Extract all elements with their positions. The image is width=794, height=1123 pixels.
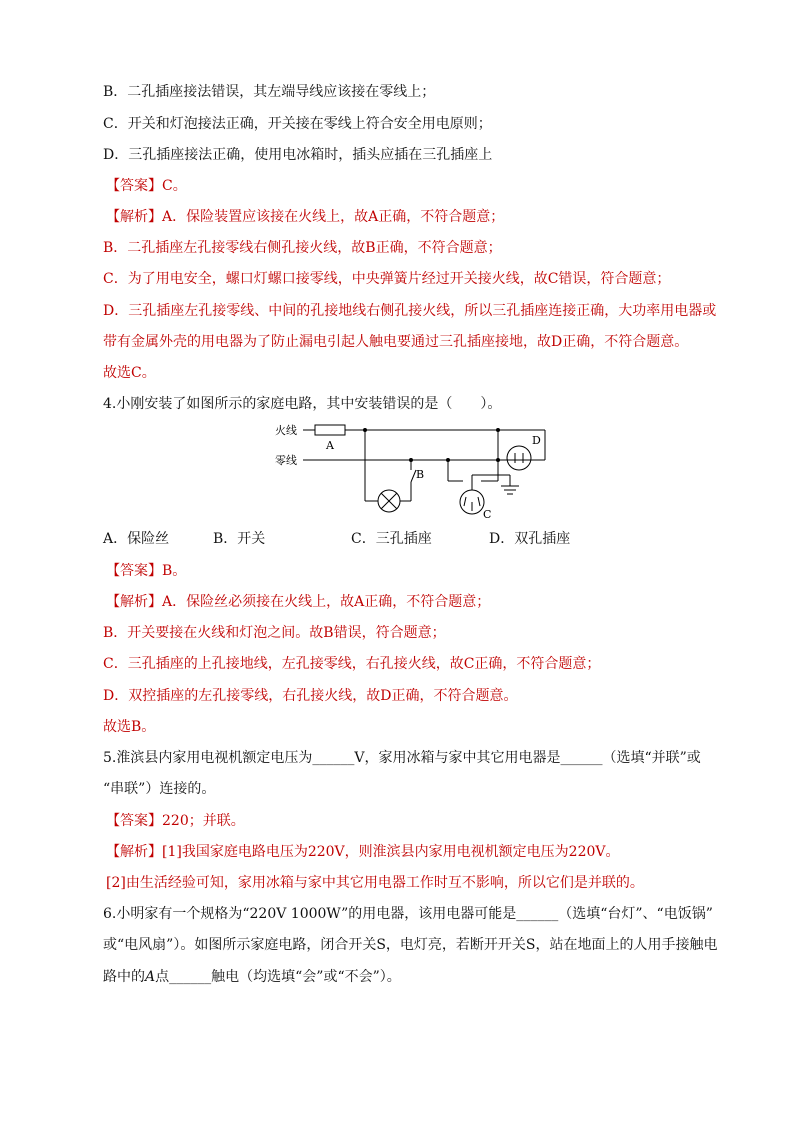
q6-stem-post: 点______触电（均选填“会”或“不会”）。: [155, 969, 401, 985]
q3-analysis-line-3: C．为了用电安全，螺口灯螺口接零线，中央弹簧片经过开关接火线，故C错误，符合题意；: [103, 271, 671, 287]
q4-conclusion: 故选B。: [103, 719, 156, 735]
answer-value: C。: [162, 178, 187, 194]
junction-dot: [409, 458, 413, 462]
q5-answer: [106, 811, 245, 831]
q3-option-c: C．开关和灯泡接法正确，开关接在零线上符合安全用电原则；: [103, 116, 492, 132]
q4-circuit-diagram: [270, 418, 560, 528]
fuse-box: [315, 425, 345, 435]
q4-stem: 4.小刚安装了如图所示的家庭电路，其中安装错误的是（ ）。: [103, 396, 502, 412]
q3-option-d: D．三孔插座接法正确，使用电冰箱时，插头应插在三孔插座上: [103, 147, 493, 163]
q4-answer: [106, 561, 186, 581]
q3-answer: [106, 176, 187, 196]
q4-analysis-line-1: [106, 592, 490, 612]
junction-dot: [363, 428, 367, 432]
q4-analysis-line-3: C．三孔插座的上孔接地线，左孔接零线，右孔接火线，故C正确，不符合题意；: [103, 656, 601, 672]
point-a-label: A: [145, 969, 156, 985]
q6-stem-line-2: 或“电风扇”）。如图所示家庭电路，闭合开关S，电灯亮，若断开开关S，站在地面上的人用手接触电: [103, 937, 718, 953]
analysis-tag: 【解析】: [106, 594, 162, 610]
answer-value: B。: [162, 563, 187, 579]
analysis-tag: 【解析】: [106, 209, 162, 225]
neutral-wire-label: 零线: [275, 454, 297, 467]
live-wire-label: 火线: [275, 424, 297, 437]
socket-label-c: C: [483, 508, 492, 521]
two-hole-socket-icon: [507, 446, 531, 470]
q6-stem-pre: 路中的: [103, 969, 145, 985]
q3-analysis-line-1: [106, 207, 504, 227]
answer-tag: 【答案】: [106, 178, 162, 194]
q4-option-b: B．开关: [213, 531, 266, 547]
analysis-tag: 【解析】: [106, 844, 162, 860]
circuit-diagram-svg: [270, 418, 560, 524]
fuse-label-a: A: [326, 439, 334, 452]
answer-tag: 【答案】: [106, 563, 162, 579]
q4-analysis-line-2: B．开关要接在火线和灯泡之间。故B错误，符合题意；: [103, 625, 446, 641]
q5-stem-line-2: “串联”）连接的。: [103, 781, 216, 797]
q4-analysis-line-4: D．双控插座的左孔接零线，右孔接火线，故D正确，不符合题意。: [103, 688, 518, 704]
q3-analysis-line-2: B．二孔插座左孔接零线右侧孔接火线，故B正确，不符合题意；: [103, 240, 502, 256]
analysis-text: A．保险装置应该接在火线上，故A正确，不符合题意；: [162, 209, 505, 225]
q4-option-a: A．保险丝: [103, 531, 170, 547]
q5-analysis-line-1: [106, 842, 620, 862]
q3-conclusion: 故选C。: [103, 365, 156, 381]
q5-stem-line-1: 5.淮滨县内家用电视机额定电压为______V，家用冰箱与家中其它用电器是______（选填“并联”或: [103, 750, 701, 766]
switch-label-b: B: [416, 468, 425, 481]
q4-option-c: C．三孔插座: [351, 531, 432, 547]
socket-label-d: D: [532, 434, 541, 447]
q3-analysis-line-5: 带有金属外壳的用电器为了防止漏电引起人触电要通过三孔插座接地，故D正确，不符合题意。: [103, 334, 689, 350]
socket-c-slot-right: [478, 497, 480, 506]
q5-analysis-line-2: [2]由生活经验可知，家用冰箱与家中其它用电器工作时互不影响，所以它们是并联的。: [106, 875, 644, 891]
socket-c-slot-left: [464, 497, 466, 506]
answer-tag: 【答案】: [106, 813, 162, 829]
q3-option-b: B．二孔插座接法错误，其左端导线应该接在零线上；: [103, 84, 436, 100]
junction-dot: [446, 458, 450, 462]
junction-dot: [496, 458, 500, 462]
q4-option-d: D．双孔插座: [489, 531, 571, 547]
answer-value: 220；并联。: [162, 813, 245, 829]
junction-dot: [496, 428, 500, 432]
q3-analysis-line-4: D．三孔插座左孔接零线、中间的孔接地线右侧孔接火线，所以三孔插座连接正确，大功率用电器或: [103, 303, 717, 319]
q6-stem-line-3: [103, 967, 401, 987]
analysis-text: A．保险丝必须接在火线上，故A正确，不符合题意；: [162, 594, 491, 610]
q6-stem-line-1: 6.小明家有一个规格为“220V 1000W”的用电器，该用电器可能是______（选填“台灯”、“电饭锅”: [103, 906, 713, 922]
analysis-text: [1]我国家庭电路电压为220V，则淮滨县内家用电视机额定电压为220V。: [162, 844, 620, 860]
